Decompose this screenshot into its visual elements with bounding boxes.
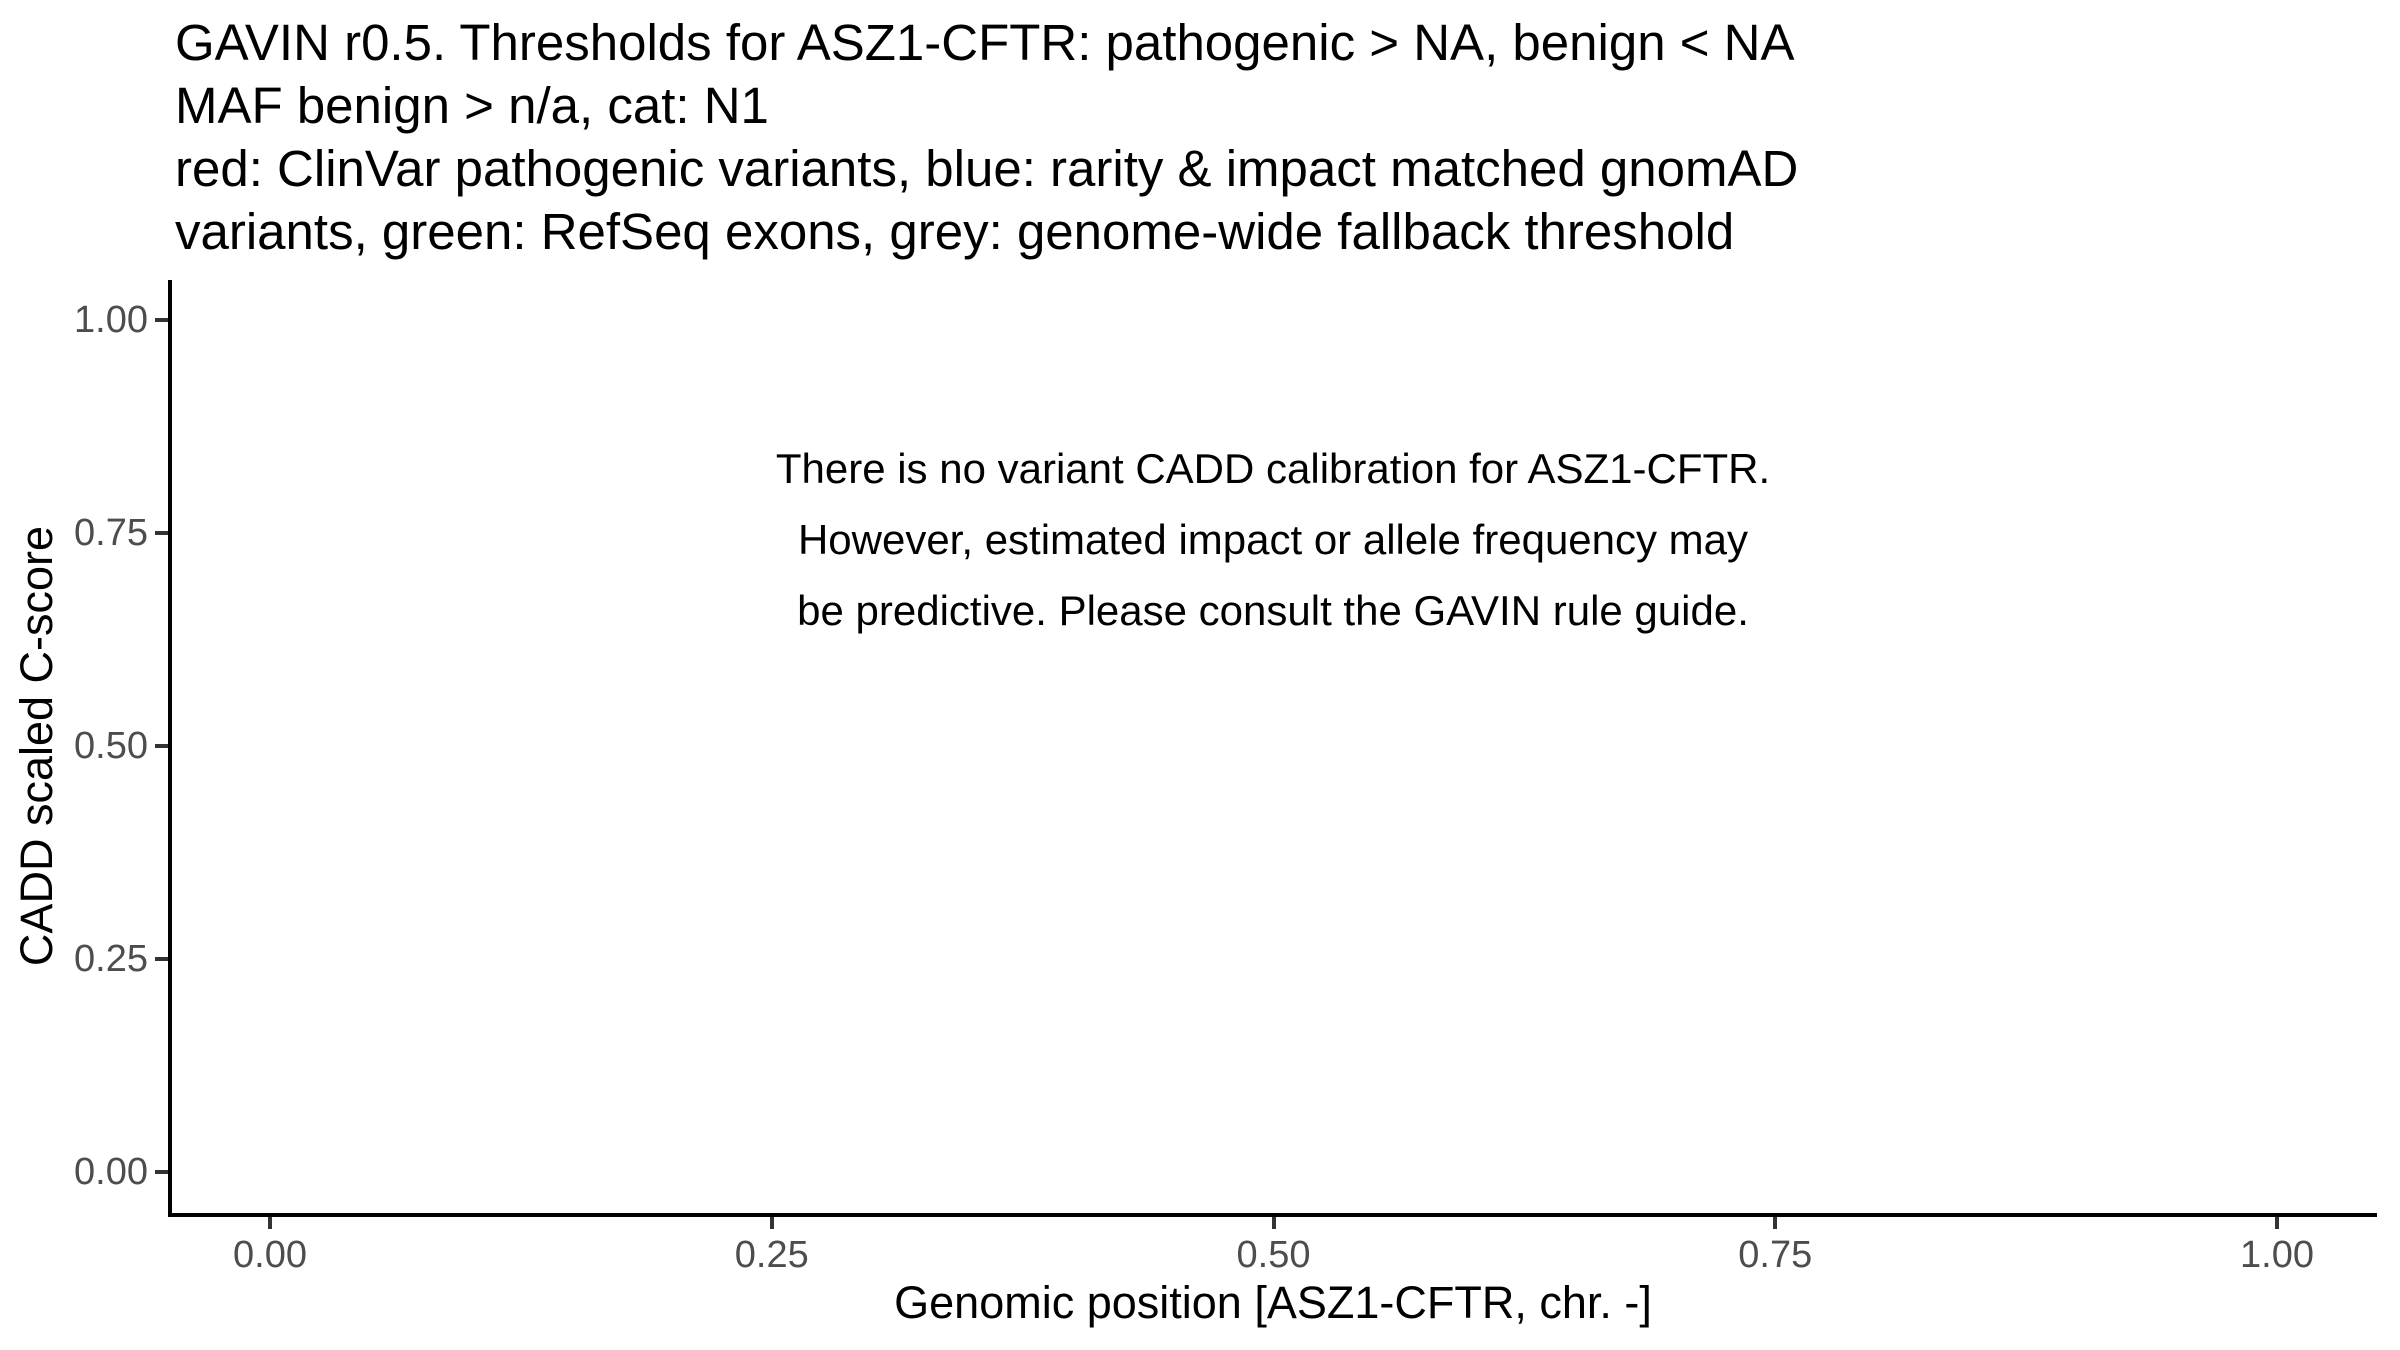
plot-title [175,11,1798,263]
x-tick-mark [1272,1217,1276,1229]
plot-title-line-2: MAF benign > n/a, cat: N1 [175,77,769,134]
y-tick-mark [155,744,168,748]
y-tick-mark [155,957,168,961]
y-axis-title: CADD scaled C-score [11,525,62,967]
plot-title-line-4: variants, green: RefSeq exons, grey: genome-wide fallback threshold [175,203,1735,260]
x-tick-mark [770,1217,774,1229]
y-tick-mark [155,531,168,535]
x-tick-label: 0.00 [233,1234,307,1276]
y-tick-label: 0.50 [74,725,148,767]
x-tick-label: 0.50 [1236,1234,1311,1276]
y-tick-label: 0.00 [74,1151,148,1193]
annotation-line-1: There is no variant CADD calibration for ASZ1-CFTR. [775,445,1771,492]
y-tick-mark [155,1170,168,1174]
y-tick-label: 0.75 [74,512,148,554]
x-tick-mark [1773,1217,1777,1229]
plot-title-line-1: GAVIN r0.5. Thresholds for ASZ1-CFTR: pathogenic > NA, benign < NA [175,14,1795,71]
x-tick-mark [268,1217,272,1229]
y-tick-label: 0.25 [74,938,148,980]
no-calibration-annotation [776,433,1770,646]
annotation-line-2: However, estimated impact or allele frequency may [797,516,1749,563]
y-axis-line [168,280,172,1217]
x-tick-mark [2275,1217,2279,1229]
x-tick-label: 0.75 [1738,1234,1813,1276]
annotation-line-3: be predictive. Please consult the GAVIN rule guide. [797,587,1749,634]
x-axis-title: Genomic position [ASZ1-CFTR, chr. -] [894,1277,1652,1328]
y-tick-label: 1.00 [74,299,148,341]
plot-title-line-3: red: ClinVar pathogenic variants, blue: rarity & impact matched gnomAD [175,140,1799,197]
x-tick-label: 0.25 [734,1234,809,1276]
x-tick-label: 1.00 [2240,1234,2314,1276]
y-tick-mark [155,318,168,322]
